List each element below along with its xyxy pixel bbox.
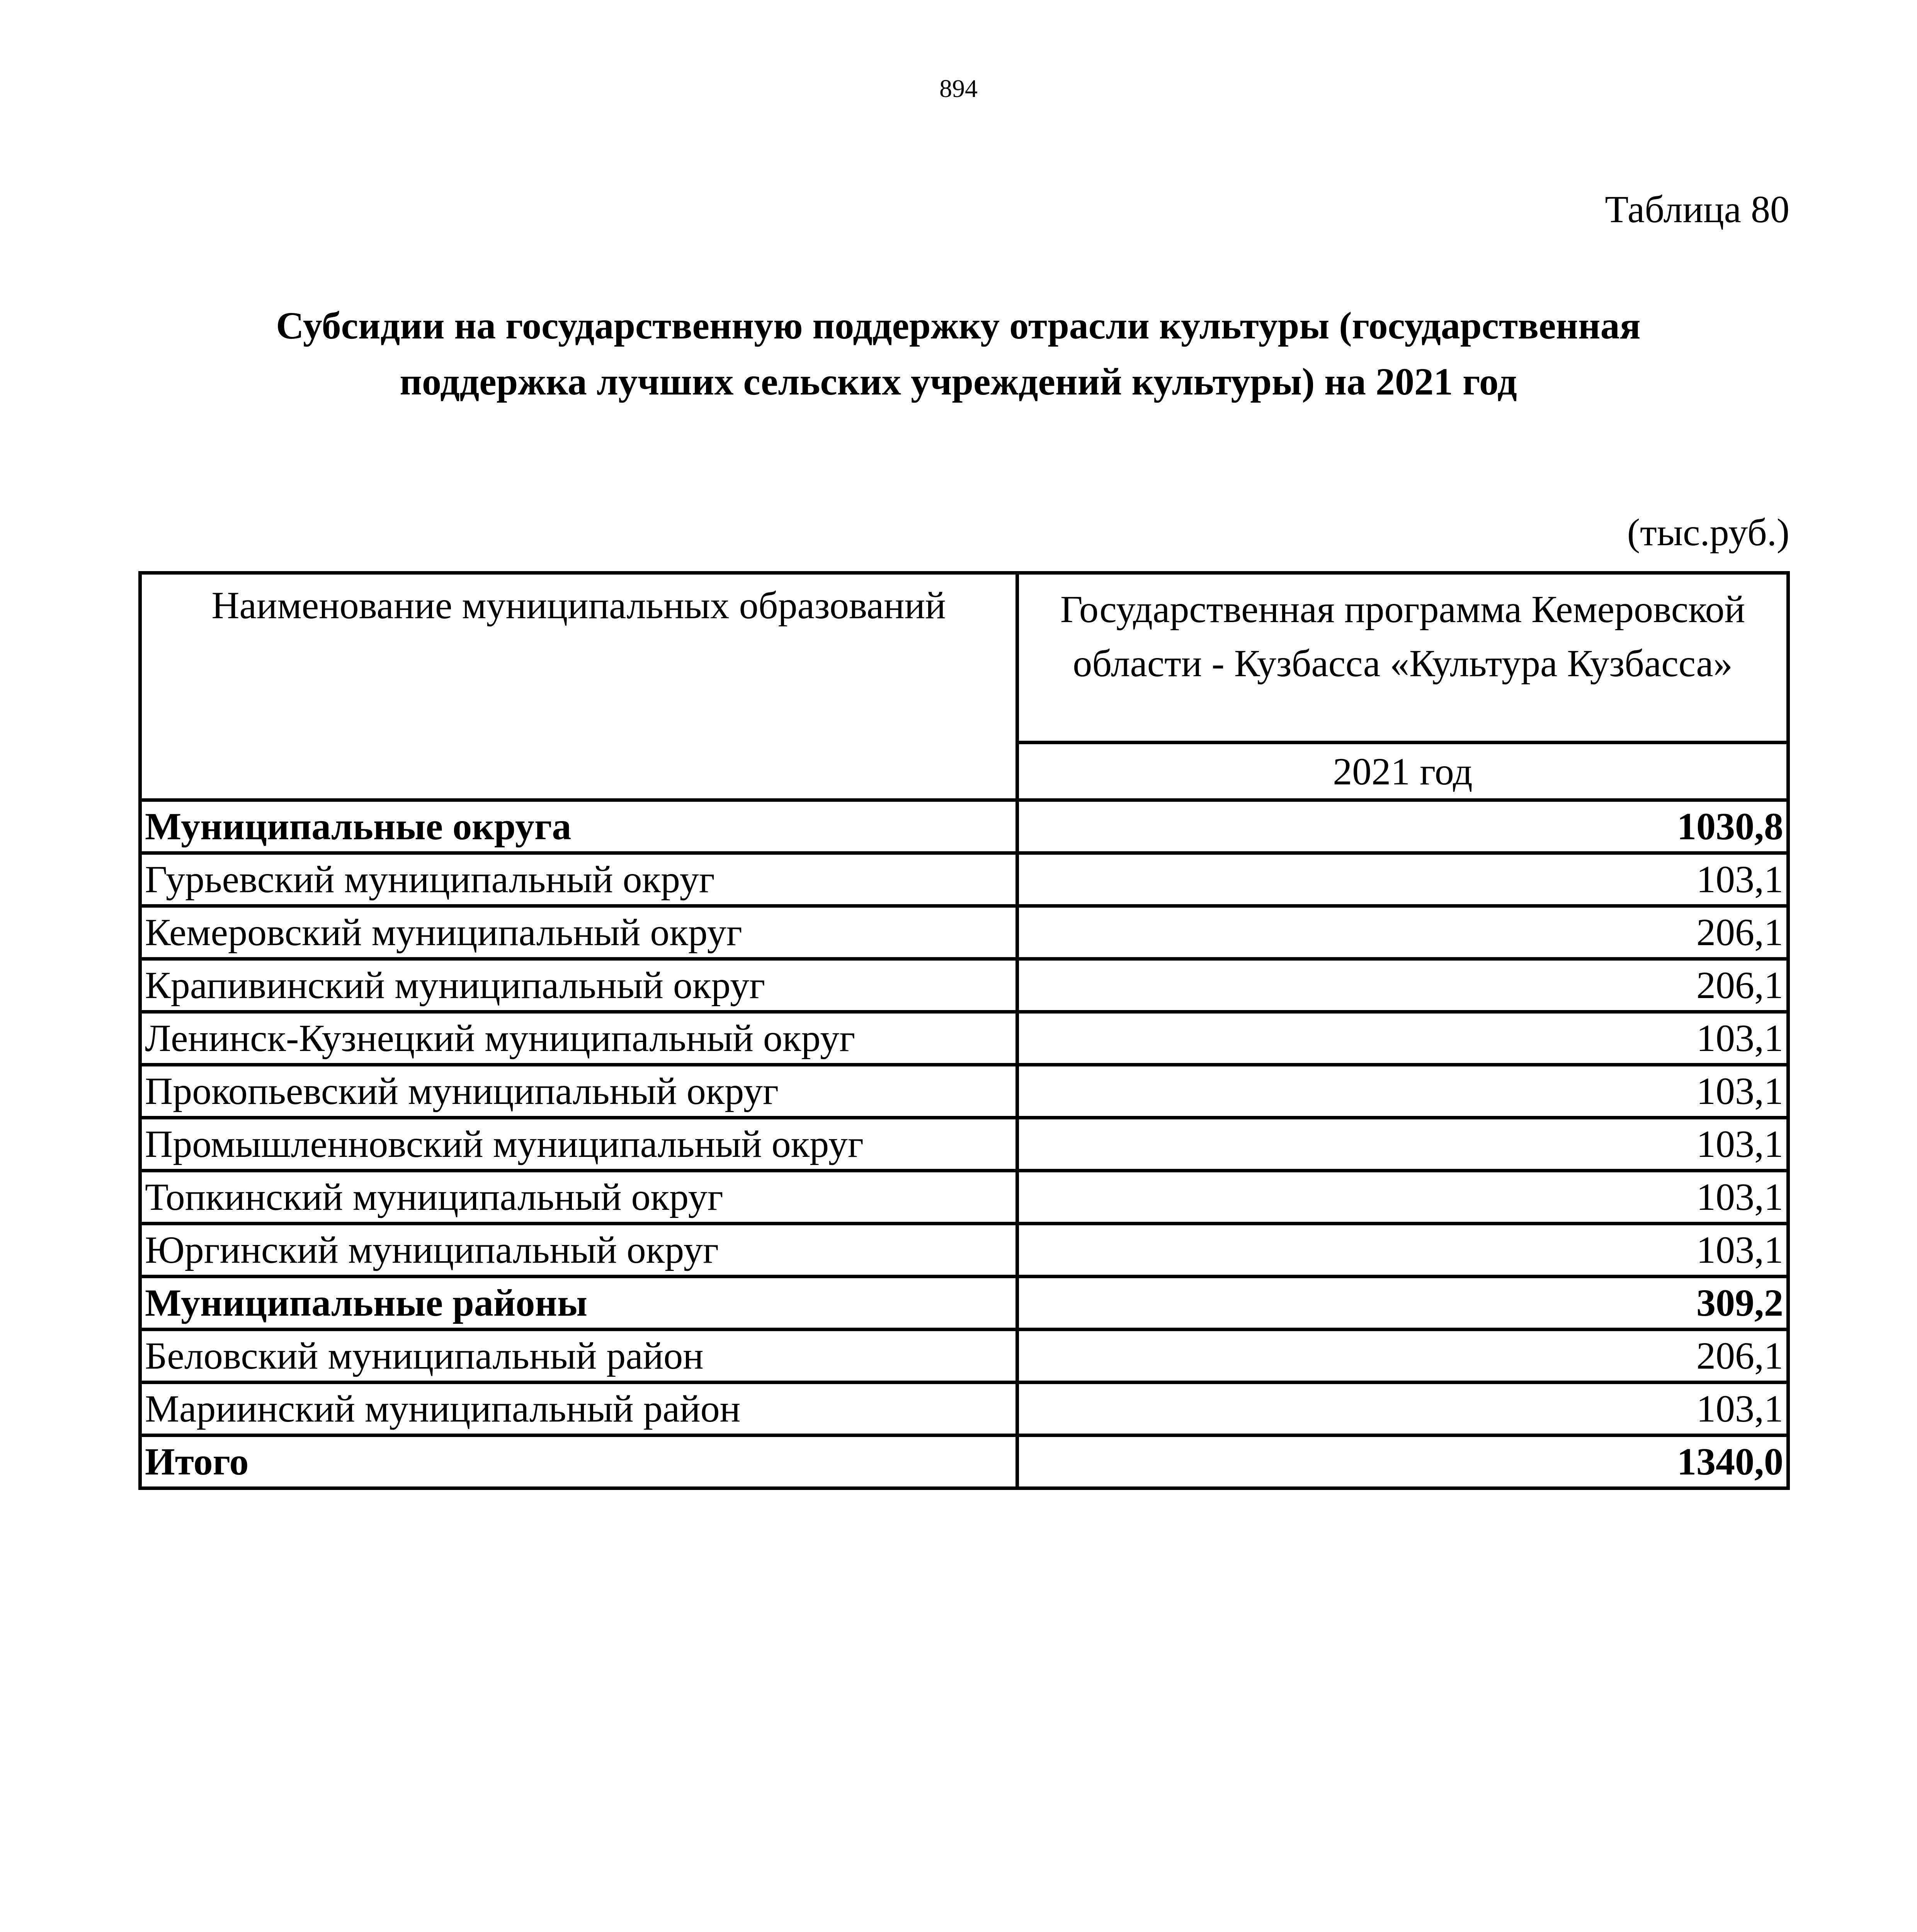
cell-subsidy-value: 1030,8 <box>1017 800 1788 853</box>
cell-municipality-name: Муниципальные округа <box>140 800 1017 853</box>
cell-subsidy-value: 103,1 <box>1017 1383 1788 1435</box>
cell-subsidy-value: 206,1 <box>1017 906 1788 959</box>
table-header <box>140 573 1788 800</box>
document-title-line-2: поддержка лучших сельских учреждений культуры) на 2021 год <box>400 360 1517 403</box>
cell-subsidy-value: 309,2 <box>1017 1277 1788 1330</box>
table-row-total <box>140 1277 1788 1330</box>
cell-municipality-name: Мариинский муниципальный район <box>140 1383 1017 1435</box>
header-program-line-1: Государственная программа Кемеровской <box>1060 588 1745 631</box>
cell-subsidy-value: 206,1 <box>1017 959 1788 1012</box>
cell-subsidy-value: 103,1 <box>1017 1171 1788 1224</box>
cell-municipality-name: Итого <box>140 1435 1017 1488</box>
table-row-total <box>140 800 1788 853</box>
cell-municipality-name: Юргинский муниципальный округ <box>140 1224 1017 1277</box>
table-body <box>140 800 1788 1488</box>
header-municipality-name: Наименование муниципальных образований <box>140 573 1017 800</box>
cell-subsidy-value: 103,1 <box>1017 1224 1788 1277</box>
header-program-line-2: области - Кузбасса «Культура Кузбасса» <box>1073 642 1733 685</box>
cell-municipality-name: Крапивинский муниципальный округ <box>140 959 1017 1012</box>
table-row <box>140 1012 1788 1065</box>
cell-subsidy-value: 1340,0 <box>1017 1435 1788 1488</box>
cell-municipality-name: Кемеровский муниципальный округ <box>140 906 1017 959</box>
table-row <box>140 1330 1788 1383</box>
cell-municipality-name: Гурьевский муниципальный округ <box>140 853 1017 906</box>
document-title <box>185 298 1731 410</box>
table-row <box>140 1224 1788 1277</box>
table-row <box>140 1171 1788 1224</box>
cell-municipality-name: Прокопьевский муниципальный округ <box>140 1065 1017 1118</box>
subsidies-table <box>138 571 1790 1490</box>
header-year: 2021 год <box>1017 743 1788 800</box>
cell-subsidy-value: 103,1 <box>1017 853 1788 906</box>
page-number: 894 <box>939 75 978 103</box>
header-program <box>1017 573 1788 743</box>
document-title-line-1: Субсидии на государственную поддержку отрасли культуры (государственная <box>276 304 1641 347</box>
table-row <box>140 906 1788 959</box>
cell-municipality-name: Топкинский муниципальный округ <box>140 1171 1017 1224</box>
table-row <box>140 1383 1788 1435</box>
table-row <box>140 1065 1788 1118</box>
table-row <box>140 853 1788 906</box>
table-row <box>140 959 1788 1012</box>
cell-subsidy-value: 103,1 <box>1017 1065 1788 1118</box>
cell-municipality-name: Беловский муниципальный район <box>140 1330 1017 1383</box>
table-row <box>140 1118 1788 1171</box>
cell-municipality-name: Ленинск-Кузнецкий муниципальный округ <box>140 1012 1017 1065</box>
cell-subsidy-value: 206,1 <box>1017 1330 1788 1383</box>
cell-subsidy-value: 103,1 <box>1017 1012 1788 1065</box>
table-row-total <box>140 1435 1788 1488</box>
table-label: Таблица 80 <box>1605 188 1789 231</box>
units-label: (тыс.руб.) <box>1627 511 1789 554</box>
cell-municipality-name: Муниципальные районы <box>140 1277 1017 1330</box>
cell-municipality-name: Промышленновский муниципальный округ <box>140 1118 1017 1171</box>
cell-subsidy-value: 103,1 <box>1017 1118 1788 1171</box>
